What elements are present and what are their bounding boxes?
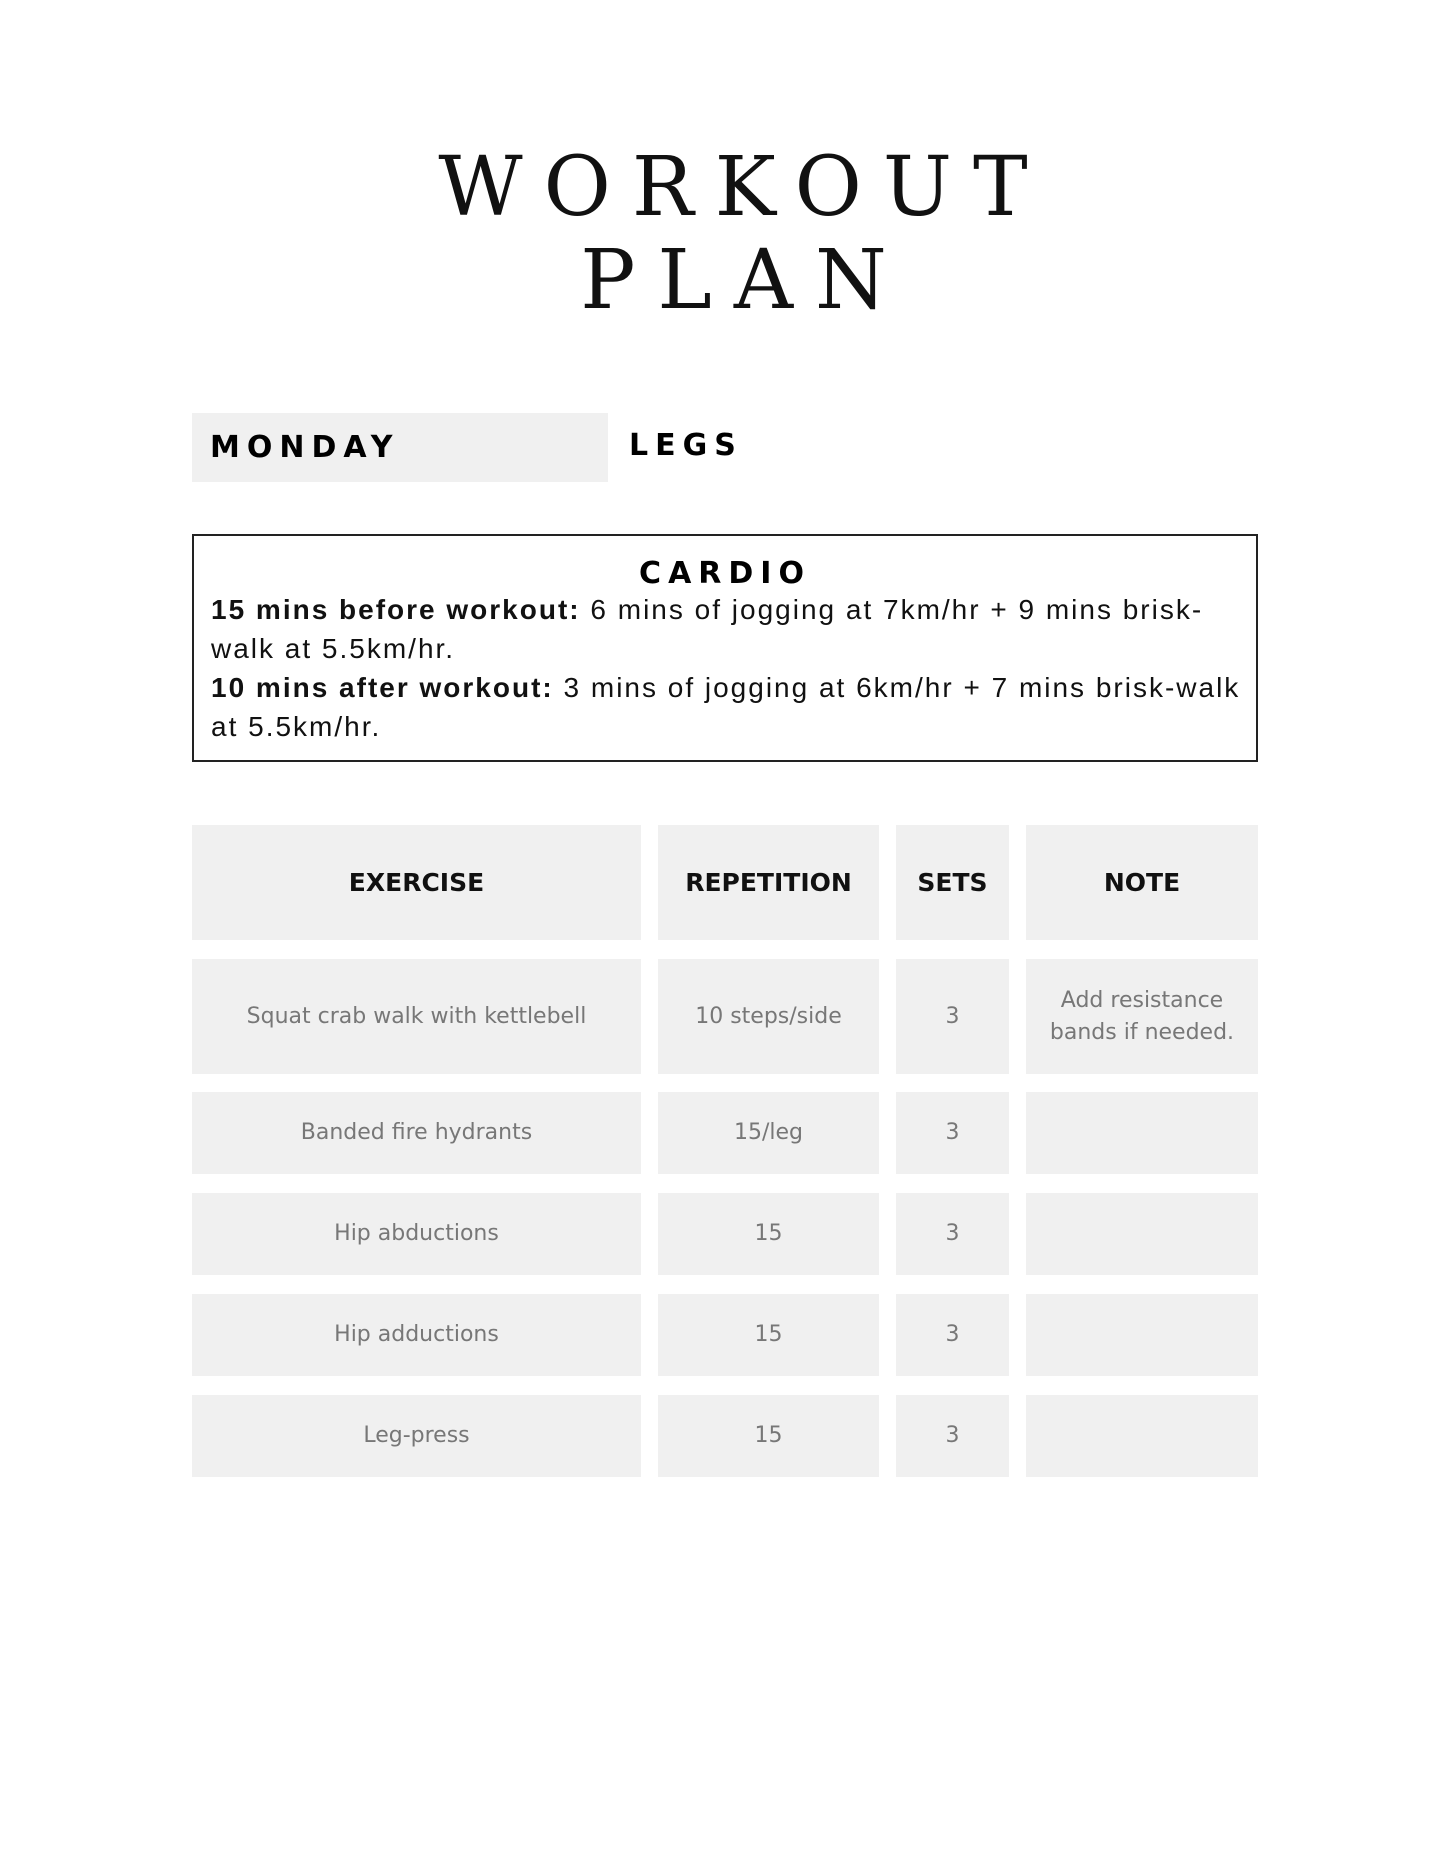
- row-3-repetition: 15: [658, 1193, 879, 1275]
- row-1-exercise: Squat crab walk with kettlebell: [192, 959, 641, 1074]
- row-4-exercise: Hip adductions: [192, 1294, 641, 1376]
- row-5-note: [1026, 1395, 1258, 1477]
- title-line-plan: PLAN: [580, 233, 909, 328]
- cardio-box: [192, 534, 1258, 762]
- cardio-description: [211, 590, 1241, 746]
- header-exercise: EXERCISE: [192, 825, 641, 940]
- row-2-note: [1026, 1092, 1258, 1174]
- cardio-after-text: 3 mins of jogging at 6km/hr + 7 mins brisk-walk at 5.5km/hr.: [211, 672, 1241, 742]
- row-2-sets: 3: [896, 1092, 1009, 1174]
- cardio-heading: CARDIO: [639, 556, 811, 591]
- row-3-sets: 3: [896, 1193, 1009, 1275]
- title-line-workout: WORKOUT: [438, 140, 1049, 235]
- cardio-after-label: 10 mins after workout:: [211, 672, 554, 703]
- row-5-sets: 3: [896, 1395, 1009, 1477]
- row-3-note: [1026, 1193, 1258, 1275]
- row-4-sets: 3: [896, 1294, 1009, 1376]
- day-label: MONDAY: [210, 430, 400, 465]
- row-4-note: [1026, 1294, 1258, 1376]
- row-1-repetition: 10 steps/side: [658, 959, 879, 1074]
- row-1-sets: 3: [896, 959, 1009, 1074]
- focus-label: LEGS: [629, 428, 743, 463]
- row-5-repetition: 15: [658, 1395, 879, 1477]
- row-3-exercise: Hip abductions: [192, 1193, 641, 1275]
- cardio-before-text: 6 mins of jogging at 7km/hr + 9 mins brisk-walk at 5.5km/hr.: [211, 594, 1204, 664]
- row-4-repetition: 15: [658, 1294, 879, 1376]
- cardio-before-label: 15 mins before workout:: [211, 594, 581, 625]
- row-2-exercise: Banded fire hydrants: [192, 1092, 641, 1174]
- row-2-repetition: 15/leg: [658, 1092, 879, 1174]
- header-note: NOTE: [1026, 825, 1258, 940]
- header-repetition: REPETITION: [658, 825, 879, 940]
- row-1-note: Add resistance bands if needed.: [1026, 959, 1258, 1074]
- row-5-exercise: Leg-press: [192, 1395, 641, 1477]
- header-sets: SETS: [896, 825, 1009, 940]
